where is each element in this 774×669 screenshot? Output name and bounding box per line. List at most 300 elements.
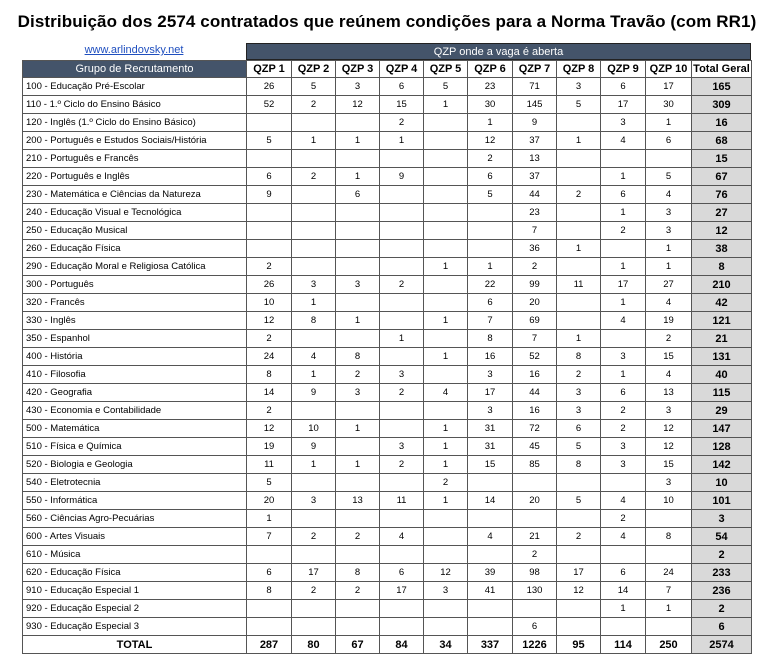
cell-value — [601, 240, 646, 258]
row-label: 540 - Eletrotecnia — [23, 474, 247, 492]
row-total: 147 — [692, 420, 752, 438]
row-total: 8 — [692, 258, 752, 276]
cell-value — [513, 474, 557, 492]
cell-value: 2 — [336, 366, 380, 384]
cell-value: 4 — [646, 366, 692, 384]
cell-value: 8 — [247, 582, 292, 600]
row-total: 10 — [692, 474, 752, 492]
total-cell: 250 — [646, 636, 692, 654]
cell-value — [336, 222, 380, 240]
cell-value — [468, 600, 513, 618]
table-row — [23, 384, 752, 402]
row-total: 2 — [692, 600, 752, 618]
cell-value — [336, 474, 380, 492]
cell-value: 23 — [468, 78, 513, 96]
cell-value: 12 — [557, 582, 601, 600]
table-row — [23, 294, 752, 312]
cell-value — [336, 330, 380, 348]
cell-value: 2 — [601, 420, 646, 438]
cell-value: 4 — [646, 186, 692, 204]
row-label: 560 - Ciências Agro-Pecuárias — [23, 510, 247, 528]
cell-value: 5 — [424, 78, 468, 96]
cell-value — [468, 510, 513, 528]
table-row — [23, 420, 752, 438]
cell-value: 2 — [292, 582, 336, 600]
table-row — [23, 510, 752, 528]
cell-value — [380, 546, 424, 564]
cell-value: 2 — [292, 168, 336, 186]
cell-value: 3 — [424, 582, 468, 600]
cell-value — [646, 150, 692, 168]
cell-value — [424, 330, 468, 348]
cell-value — [424, 402, 468, 420]
cell-value: 6 — [247, 168, 292, 186]
table-row — [23, 204, 752, 222]
cell-value: 2 — [336, 528, 380, 546]
cell-value — [424, 294, 468, 312]
cell-value: 1 — [380, 330, 424, 348]
cell-value — [292, 402, 336, 420]
cell-value — [380, 294, 424, 312]
cell-value: 2 — [380, 384, 424, 402]
cell-value: 5 — [557, 492, 601, 510]
cell-value: 1 — [424, 96, 468, 114]
cell-value: 6 — [380, 78, 424, 96]
cell-value — [380, 204, 424, 222]
cell-value: 5 — [247, 474, 292, 492]
cell-value — [336, 258, 380, 276]
row-total: 29 — [692, 402, 752, 420]
cell-value — [336, 114, 380, 132]
row-label: 210 - Português e Francês — [23, 150, 247, 168]
cell-value: 1 — [336, 312, 380, 330]
cell-value: 1 — [646, 114, 692, 132]
row-label: 250 - Educação Musical — [23, 222, 247, 240]
cell-value: 6 — [601, 384, 646, 402]
cell-value: 2 — [468, 150, 513, 168]
cell-value: 21 — [513, 528, 557, 546]
table-row — [23, 132, 752, 150]
page-title: Distribuição dos 2574 contratados que reúnem condições para a Norma Travão (com RR1) — [17, 12, 757, 31]
cell-value: 8 — [336, 564, 380, 582]
row-label: 550 - Informática — [23, 492, 247, 510]
cell-value: 12 — [646, 420, 692, 438]
cell-value — [292, 474, 336, 492]
cell-value — [424, 618, 468, 636]
cell-value: 4 — [601, 132, 646, 150]
cell-value: 2 — [247, 330, 292, 348]
table-row — [23, 582, 752, 600]
table-row — [23, 330, 752, 348]
cell-value: 20 — [247, 492, 292, 510]
cell-value: 1 — [336, 168, 380, 186]
cell-value — [292, 258, 336, 276]
cell-value — [247, 618, 292, 636]
cell-value: 3 — [601, 114, 646, 132]
table-row — [23, 114, 752, 132]
cell-value — [557, 150, 601, 168]
cell-value: 98 — [513, 564, 557, 582]
cell-value: 2 — [601, 222, 646, 240]
cell-value: 3 — [292, 492, 336, 510]
cell-value — [557, 546, 601, 564]
cell-value: 7 — [513, 222, 557, 240]
cell-value: 1 — [424, 420, 468, 438]
qzp-header: QZP 6 — [468, 61, 513, 78]
cell-value — [557, 510, 601, 528]
row-label: 240 - Educação Visual e Tecnológica — [23, 204, 247, 222]
qzp-header: QZP 7 — [513, 61, 557, 78]
cell-value: 14 — [468, 492, 513, 510]
cell-value — [292, 240, 336, 258]
cell-value — [380, 600, 424, 618]
cell-value: 99 — [513, 276, 557, 294]
cell-value: 3 — [292, 276, 336, 294]
cell-value: 2 — [646, 330, 692, 348]
cell-value: 44 — [513, 186, 557, 204]
cell-value — [380, 474, 424, 492]
row-label: 620 - Educação Física — [23, 564, 247, 582]
cell-value — [646, 546, 692, 564]
cell-value: 10 — [292, 420, 336, 438]
table-row — [23, 150, 752, 168]
cell-value: 16 — [468, 348, 513, 366]
table-row — [23, 168, 752, 186]
row-total: 38 — [692, 240, 752, 258]
qzp-header: QZP 5 — [424, 61, 468, 78]
total-header: Total Geral — [692, 61, 752, 78]
cell-value — [601, 546, 646, 564]
cell-value: 12 — [646, 438, 692, 456]
cell-value — [424, 510, 468, 528]
cell-value: 1 — [424, 438, 468, 456]
cell-value — [424, 240, 468, 258]
cell-value: 6 — [601, 564, 646, 582]
cell-value: 16 — [513, 366, 557, 384]
site-link[interactable]: www.arlindovsky.net — [84, 44, 184, 56]
cell-value — [247, 204, 292, 222]
cell-value: 1 — [424, 258, 468, 276]
cell-value — [468, 474, 513, 492]
cell-value: 5 — [646, 168, 692, 186]
cell-value: 23 — [513, 204, 557, 222]
grand-total: 2574 — [692, 636, 752, 654]
table-row — [23, 438, 752, 456]
row-label: 330 - Inglês — [23, 312, 247, 330]
cell-value: 1 — [424, 456, 468, 474]
cell-value — [424, 204, 468, 222]
row-label: 400 - História — [23, 348, 247, 366]
cell-value: 5 — [292, 78, 336, 96]
cell-value — [468, 222, 513, 240]
cell-value: 2 — [513, 546, 557, 564]
cell-value: 15 — [646, 348, 692, 366]
cell-value — [424, 132, 468, 150]
row-total: 68 — [692, 132, 752, 150]
row-total: 42 — [692, 294, 752, 312]
cell-value: 1 — [292, 456, 336, 474]
cell-value: 1 — [557, 240, 601, 258]
cell-value — [557, 258, 601, 276]
cell-value: 11 — [380, 492, 424, 510]
cell-value: 3 — [646, 222, 692, 240]
cell-value: 1 — [380, 132, 424, 150]
cell-value: 7 — [468, 312, 513, 330]
cell-value — [424, 186, 468, 204]
cell-value: 1 — [601, 294, 646, 312]
cell-value: 72 — [513, 420, 557, 438]
cell-value: 3 — [601, 456, 646, 474]
cell-value: 10 — [646, 492, 692, 510]
cell-value: 1 — [247, 510, 292, 528]
total-cell: 95 — [557, 636, 601, 654]
row-total: 121 — [692, 312, 752, 330]
cell-value — [424, 276, 468, 294]
table-row — [23, 312, 752, 330]
cell-value: 2 — [557, 186, 601, 204]
cell-value — [292, 114, 336, 132]
cell-value: 1 — [468, 114, 513, 132]
cell-value: 17 — [380, 582, 424, 600]
cell-value: 15 — [646, 456, 692, 474]
cell-value — [336, 600, 380, 618]
row-total: 27 — [692, 204, 752, 222]
cell-value: 3 — [336, 78, 380, 96]
cell-value: 3 — [336, 384, 380, 402]
cell-value: 3 — [646, 474, 692, 492]
cell-value — [292, 600, 336, 618]
cell-value: 52 — [247, 96, 292, 114]
table-row — [23, 240, 752, 258]
total-cell: 84 — [380, 636, 424, 654]
cell-value — [380, 186, 424, 204]
row-total: 210 — [692, 276, 752, 294]
cell-value: 11 — [557, 276, 601, 294]
cell-value — [646, 618, 692, 636]
cell-value — [601, 150, 646, 168]
cell-value: 1 — [601, 258, 646, 276]
cell-value: 1 — [646, 240, 692, 258]
cell-value: 6 — [557, 420, 601, 438]
cell-value: 22 — [468, 276, 513, 294]
table-row — [23, 456, 752, 474]
row-total: 309 — [692, 96, 752, 114]
cell-value: 16 — [513, 402, 557, 420]
row-total: 165 — [692, 78, 752, 96]
cell-value — [336, 294, 380, 312]
cell-value: 2 — [336, 582, 380, 600]
cell-value — [292, 222, 336, 240]
cell-value — [513, 600, 557, 618]
cell-value: 6 — [468, 168, 513, 186]
cell-value: 6 — [468, 294, 513, 312]
cell-value — [380, 618, 424, 636]
cell-value — [380, 348, 424, 366]
cell-value: 3 — [557, 384, 601, 402]
total-row-label: TOTAL — [23, 636, 247, 654]
cell-value: 6 — [380, 564, 424, 582]
cell-value — [247, 546, 292, 564]
row-label: 410 - Filosofia — [23, 366, 247, 384]
cell-value: 6 — [247, 564, 292, 582]
row-total: 15 — [692, 150, 752, 168]
cell-value — [468, 618, 513, 636]
row-label: 300 - Português — [23, 276, 247, 294]
cell-value — [380, 402, 424, 420]
cell-value: 8 — [468, 330, 513, 348]
cell-value — [336, 402, 380, 420]
header-row — [23, 61, 752, 78]
row-label: 430 - Economia e Contabilidade — [23, 402, 247, 420]
cell-value — [557, 114, 601, 132]
group-header: Grupo de Recrutamento — [23, 61, 247, 78]
table-row — [23, 546, 752, 564]
cell-value — [336, 150, 380, 168]
cell-value — [336, 618, 380, 636]
table-row — [23, 402, 752, 420]
cell-value: 37 — [513, 132, 557, 150]
qzp-header: QZP 8 — [557, 61, 601, 78]
cell-value — [247, 150, 292, 168]
cell-value: 17 — [557, 564, 601, 582]
qzp-header: QZP 9 — [601, 61, 646, 78]
cell-value — [380, 510, 424, 528]
row-label: 920 - Educação Especial 2 — [23, 600, 247, 618]
cell-value: 1 — [424, 312, 468, 330]
cell-value: 2 — [513, 258, 557, 276]
cell-value: 31 — [468, 420, 513, 438]
cell-value: 27 — [646, 276, 692, 294]
cell-value: 5 — [468, 186, 513, 204]
cell-value: 12 — [336, 96, 380, 114]
row-label: 520 - Biologia e Geologia — [23, 456, 247, 474]
cell-value: 17 — [646, 78, 692, 96]
table-row — [23, 96, 752, 114]
cell-value — [557, 222, 601, 240]
cell-value: 20 — [513, 294, 557, 312]
cell-value — [380, 258, 424, 276]
cell-value: 3 — [646, 204, 692, 222]
table-row — [23, 348, 752, 366]
cell-value: 2 — [380, 276, 424, 294]
cell-value: 1 — [424, 348, 468, 366]
cell-value: 1 — [601, 366, 646, 384]
cell-value: 3 — [380, 438, 424, 456]
table-row — [23, 492, 752, 510]
qzp-header: QZP 3 — [336, 61, 380, 78]
table-row — [23, 600, 752, 618]
cell-value: 2 — [292, 528, 336, 546]
row-total: 6 — [692, 618, 752, 636]
row-label: 510 - Física e Química — [23, 438, 247, 456]
cell-value: 1 — [601, 204, 646, 222]
cell-value: 5 — [557, 96, 601, 114]
cell-value: 9 — [380, 168, 424, 186]
cell-value: 8 — [557, 456, 601, 474]
cell-value — [380, 240, 424, 258]
cell-value: 9 — [247, 186, 292, 204]
row-label: 290 - Educação Moral e Religiosa Católica — [23, 258, 247, 276]
cell-value: 8 — [292, 312, 336, 330]
row-label: 930 - Educação Especial 3 — [23, 618, 247, 636]
row-label: 600 - Artes Visuais — [23, 528, 247, 546]
row-total: 2 — [692, 546, 752, 564]
total-cell: 67 — [336, 636, 380, 654]
row-label: 350 - Espanhol — [23, 330, 247, 348]
cell-value: 71 — [513, 78, 557, 96]
cell-value — [336, 510, 380, 528]
cell-value — [557, 294, 601, 312]
cell-value — [424, 114, 468, 132]
cell-value: 2 — [557, 366, 601, 384]
table-row — [23, 186, 752, 204]
row-total: 16 — [692, 114, 752, 132]
total-cell: 80 — [292, 636, 336, 654]
cell-value: 1 — [646, 600, 692, 618]
cell-value: 4 — [292, 348, 336, 366]
cell-value: 15 — [468, 456, 513, 474]
row-total: 67 — [692, 168, 752, 186]
row-total: 40 — [692, 366, 752, 384]
cell-value: 2 — [380, 114, 424, 132]
cell-value: 6 — [513, 618, 557, 636]
row-total: 233 — [692, 564, 752, 582]
cell-value: 1 — [292, 132, 336, 150]
qzp-banner: QZP onde a vaga é aberta — [246, 43, 751, 60]
cell-value — [424, 528, 468, 546]
cell-value: 7 — [646, 582, 692, 600]
cell-value: 8 — [247, 366, 292, 384]
cell-value — [601, 330, 646, 348]
cell-value: 3 — [557, 78, 601, 96]
cell-value: 2 — [247, 258, 292, 276]
cell-value — [247, 600, 292, 618]
cell-value: 26 — [247, 276, 292, 294]
cell-value: 52 — [513, 348, 557, 366]
cell-value: 36 — [513, 240, 557, 258]
cell-value: 1 — [557, 330, 601, 348]
total-row — [23, 636, 752, 654]
cell-value: 17 — [468, 384, 513, 402]
cell-value: 17 — [601, 276, 646, 294]
row-label: 120 - Inglês (1.º Ciclo do Ensino Básico) — [23, 114, 247, 132]
row-total: 142 — [692, 456, 752, 474]
total-cell: 337 — [468, 636, 513, 654]
cell-value — [292, 510, 336, 528]
table-row — [23, 222, 752, 240]
cell-value — [424, 168, 468, 186]
cell-value — [601, 618, 646, 636]
cell-value: 14 — [247, 384, 292, 402]
cell-value — [292, 330, 336, 348]
cell-value: 1 — [292, 366, 336, 384]
table-row — [23, 474, 752, 492]
row-label: 420 - Geografia — [23, 384, 247, 402]
cell-value: 3 — [557, 402, 601, 420]
cell-value — [336, 546, 380, 564]
cell-value — [336, 438, 380, 456]
cell-value: 1 — [424, 492, 468, 510]
cell-value — [424, 366, 468, 384]
cell-value: 4 — [468, 528, 513, 546]
total-cell: 1226 — [513, 636, 557, 654]
cell-value: 24 — [646, 564, 692, 582]
table-row — [23, 78, 752, 96]
cell-value — [557, 618, 601, 636]
cell-value — [646, 510, 692, 528]
cell-value: 9 — [292, 438, 336, 456]
cell-value: 4 — [646, 294, 692, 312]
